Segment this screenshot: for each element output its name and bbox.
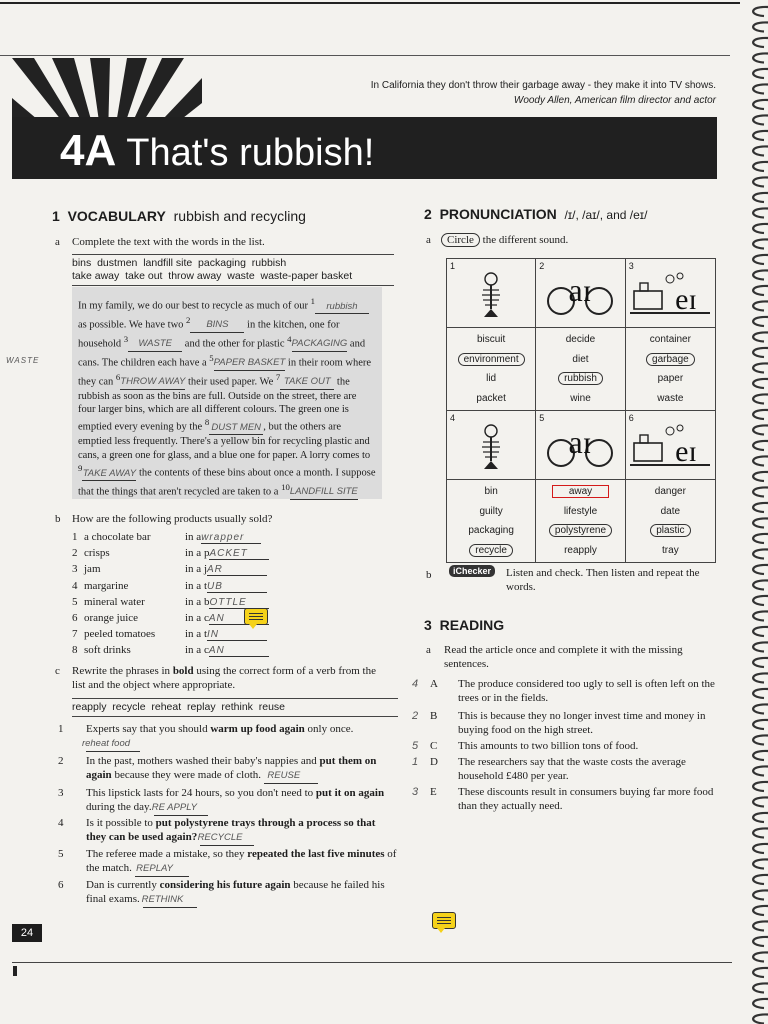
pron-word[interactable]: away bbox=[552, 485, 609, 498]
product-item: a chocolate bar bbox=[84, 531, 151, 543]
spiral-coil bbox=[753, 379, 768, 388]
spiral-coil bbox=[753, 69, 768, 78]
vocab-title: VOCABULARY bbox=[67, 208, 166, 224]
spiral-coil bbox=[753, 131, 768, 140]
spiral-coil bbox=[753, 937, 768, 946]
sentence-pre: This lipstick lasts for 24 hours, so you don't need to bbox=[86, 787, 314, 799]
product-answer[interactable]: IN bbox=[207, 629, 267, 641]
pron-word[interactable]: bin bbox=[484, 486, 498, 497]
container-prefix: in a p bbox=[185, 547, 210, 560]
vocab-b-instruction: How are the following products usually sold? bbox=[72, 513, 273, 525]
margin-note: WASTE bbox=[6, 356, 40, 365]
sentence-pre: Is it possible to bbox=[86, 817, 153, 829]
sentence-number: 3 bbox=[58, 787, 64, 799]
spiral-coil bbox=[753, 906, 768, 915]
sentence-text: The researchers say that the waste costs the average household £480 per year. bbox=[458, 756, 686, 782]
pron-word[interactable]: date bbox=[660, 505, 681, 517]
pron-subtitle: /ɪ/, /aɪ/, and /eɪ/ bbox=[564, 208, 648, 222]
sentence-pre: In the past, mothers washed their baby's nappies and bbox=[86, 755, 317, 767]
product-item: peeled tomatoes bbox=[84, 628, 156, 641]
spiral-coil bbox=[753, 766, 768, 775]
spiral-coil bbox=[753, 813, 768, 822]
spiral-coil bbox=[753, 596, 768, 605]
gap-number: 7 bbox=[275, 371, 281, 382]
product-container bbox=[185, 563, 267, 576]
pron-word[interactable]: wine bbox=[570, 392, 591, 404]
sound-picture-cell bbox=[447, 411, 536, 480]
pron-word[interactable]: decide bbox=[565, 334, 596, 345]
product-answer[interactable]: wrapper bbox=[201, 532, 261, 544]
text-part: and cans. The children each have a bbox=[78, 338, 366, 369]
spiral-coil bbox=[753, 394, 768, 403]
sentence-text: This amounts to two billion tons of food. bbox=[458, 740, 639, 752]
product-container bbox=[185, 628, 267, 641]
rewrite-sentence bbox=[58, 878, 398, 908]
gap-answer[interactable]: TAKE AWAY bbox=[82, 467, 136, 481]
container-prefix: in a t bbox=[185, 628, 207, 641]
product-item: crisps bbox=[84, 547, 110, 560]
spiral-coil bbox=[753, 332, 768, 341]
reading-number: 3 bbox=[424, 617, 432, 633]
sentence-post: only once. bbox=[307, 723, 354, 735]
vocab-b-label: b bbox=[55, 513, 61, 525]
pron-word[interactable]: rubbish bbox=[558, 372, 603, 385]
sentence-bold: put them on again bbox=[86, 755, 377, 781]
page-number: 24 bbox=[12, 924, 42, 942]
sentence-bold: warm up food again bbox=[210, 723, 305, 735]
product-container bbox=[185, 596, 269, 609]
sentence-letter: D bbox=[430, 756, 438, 768]
spiral-coil bbox=[753, 53, 768, 62]
sentence-answer[interactable]: RE APPLY bbox=[154, 801, 208, 816]
spiral-coil bbox=[753, 441, 768, 450]
spiral-coil bbox=[753, 1014, 768, 1023]
spiral-coil bbox=[753, 549, 768, 558]
spiral-coil bbox=[753, 162, 768, 171]
cell-number: 1 bbox=[450, 261, 456, 271]
spiral-coil bbox=[753, 534, 768, 543]
product-answer[interactable]: OTTLE bbox=[209, 597, 269, 609]
product-answer[interactable]: AN bbox=[209, 613, 269, 625]
product-item: jam bbox=[84, 563, 101, 576]
cell-number: 4 bbox=[450, 413, 456, 423]
vocab-a-label: a bbox=[55, 236, 60, 248]
sentence-pre: Experts say that you should bbox=[86, 723, 208, 735]
spiral-coil bbox=[753, 844, 768, 853]
fish-skeleton-icon bbox=[476, 271, 506, 317]
svg-text:eɪ: eɪ bbox=[675, 435, 698, 468]
pron-word[interactable]: packaging bbox=[468, 525, 514, 536]
product-number: 7 bbox=[72, 628, 78, 641]
text-part: the contents of these bins about once a month. I suppose that the things that aren't recycled are taken to a bbox=[78, 467, 376, 498]
product-answer[interactable]: UB bbox=[207, 581, 267, 593]
reading-a-label: a bbox=[426, 644, 431, 656]
spiral-coil bbox=[753, 348, 768, 357]
pron-word[interactable]: garbage bbox=[646, 353, 695, 366]
vocab-c-label: c bbox=[55, 665, 60, 677]
instr-part: Rewrite the phrases in bbox=[72, 665, 171, 677]
product-number: 8 bbox=[72, 644, 78, 657]
spiral-coil bbox=[753, 410, 768, 419]
pron-number: 2 bbox=[424, 206, 432, 222]
spiral-coil bbox=[753, 720, 768, 729]
spiral-coil bbox=[753, 999, 768, 1008]
spiral-coil bbox=[753, 301, 768, 310]
pron-word[interactable]: tray bbox=[662, 544, 679, 556]
missing-sentence: 3 E These discounts result in consumers buying far more food than they actually need. bbox=[412, 786, 714, 812]
vocab-number: 1 bbox=[52, 208, 60, 224]
product-row bbox=[72, 596, 402, 612]
sound-picture-cell bbox=[447, 259, 536, 328]
sound-picture-cell bbox=[625, 411, 715, 480]
word-list-cell bbox=[625, 480, 715, 563]
vocab-a-instruction: Complete the text with the words in the list. bbox=[72, 236, 265, 248]
sentence-answer[interactable]: REUSE bbox=[264, 769, 318, 784]
spiral-coil bbox=[753, 518, 768, 527]
container-prefix: in a c bbox=[185, 612, 209, 624]
c-wordlist bbox=[72, 698, 398, 717]
reading-a-instruction: Read the article once and complete it with the missing sentences. bbox=[444, 644, 683, 670]
spiral-coil bbox=[753, 208, 768, 217]
product-row bbox=[72, 547, 402, 563]
header-rule bbox=[0, 55, 730, 56]
product-number: 5 bbox=[72, 595, 78, 608]
spiral-coil bbox=[753, 7, 768, 16]
lesson-number: 4A bbox=[60, 126, 117, 175]
pron-word[interactable]: danger bbox=[654, 486, 686, 497]
spiral-coil bbox=[753, 193, 768, 202]
cell-number: 5 bbox=[539, 413, 545, 423]
cell-number: 2 bbox=[539, 261, 545, 271]
spiral-coil bbox=[753, 968, 768, 977]
sentence-answer[interactable]: RECYCLE bbox=[200, 831, 254, 846]
spiral-coil bbox=[753, 704, 768, 713]
spiral-coil bbox=[753, 456, 768, 465]
ichecker-badge[interactable]: iChecker bbox=[449, 565, 495, 577]
container-prefix: in a b bbox=[185, 595, 210, 608]
sentence-letter: A bbox=[430, 678, 438, 690]
text-part: the rubbish as soon as the bins are full. Outside on the street, there are four larger bins, which are all different colours. The green one is emptied every evening by the bbox=[78, 376, 357, 433]
missing-sentence: 2 B This is because they no longer invest time and money in buying food on the high street. bbox=[412, 710, 706, 736]
missing-sentence: 4 A The produce considered too ugly to sell is often left on the trees or in the fields. bbox=[412, 678, 715, 704]
pron-word[interactable]: paper bbox=[657, 373, 684, 384]
spiral-coil bbox=[753, 611, 768, 620]
spiral-coil bbox=[753, 642, 768, 651]
cell-number: 3 bbox=[628, 261, 634, 271]
footer-rule bbox=[12, 962, 732, 963]
product-row bbox=[72, 644, 402, 660]
sentence-bold: repeated the last five minutes bbox=[247, 848, 385, 860]
spiral-coil bbox=[753, 658, 768, 667]
circle-word: Circle bbox=[441, 233, 480, 247]
spiral-coil bbox=[753, 472, 768, 481]
comment-note-icon[interactable] bbox=[432, 912, 456, 929]
spiral-coil bbox=[753, 100, 768, 109]
gap-answer[interactable]: PAPER BASKET bbox=[214, 356, 286, 370]
gap-answer[interactable]: WASTE bbox=[128, 337, 182, 351]
product-container bbox=[185, 531, 261, 544]
spiral-coil bbox=[753, 735, 768, 744]
gap-answer[interactable]: LANDFILL SITE bbox=[290, 485, 358, 499]
gap-answer[interactable]: rubbish bbox=[315, 300, 369, 314]
spiral-coil bbox=[753, 286, 768, 295]
bicycle-icon bbox=[545, 271, 615, 317]
pron-title: PRONUNCIATION bbox=[439, 206, 557, 222]
gap-number: 4 bbox=[287, 333, 292, 344]
gap-number: 6 bbox=[115, 371, 121, 382]
container-prefix: in a c bbox=[185, 644, 209, 657]
spiral-coil bbox=[753, 84, 768, 93]
spiral-coil bbox=[753, 921, 768, 930]
gap-number: 3 bbox=[123, 333, 129, 344]
rewrite-sentence bbox=[58, 847, 398, 877]
text-part: and the other for plastic bbox=[184, 338, 285, 350]
rewrite-sentence bbox=[58, 786, 398, 816]
pron-word[interactable]: container bbox=[649, 334, 691, 345]
product-row bbox=[72, 628, 402, 644]
gap-number: 10 bbox=[281, 481, 290, 492]
spiral-coil bbox=[753, 828, 768, 837]
spiral-coil bbox=[753, 689, 768, 698]
product-container bbox=[185, 547, 269, 560]
container-prefix: in a j bbox=[185, 563, 207, 576]
spiral-coil bbox=[753, 255, 768, 264]
container-prefix: in a t bbox=[185, 579, 207, 592]
pron-a-label: a bbox=[426, 234, 431, 246]
spiral-coil bbox=[753, 627, 768, 636]
sentence-number: 6 bbox=[58, 879, 64, 891]
product-answer[interactable]: AR bbox=[207, 564, 267, 576]
fish-skeleton-icon bbox=[476, 423, 506, 469]
sentence-post: because he failed his final exams. bbox=[86, 879, 385, 905]
gap-answer[interactable]: BINS bbox=[190, 318, 244, 332]
product-row bbox=[72, 563, 402, 579]
sentence-number: 4 bbox=[58, 817, 64, 829]
wordlist-line-1: bins dustmen landfill site packaging rubbish bbox=[72, 257, 287, 269]
spiral-coil bbox=[753, 983, 768, 992]
spiral-coil bbox=[753, 487, 768, 496]
product-answer[interactable]: ACKET bbox=[209, 548, 269, 560]
product-item: margarine bbox=[84, 579, 129, 592]
pron-b-instruction: Listen and check. Then listen and repeat the words. bbox=[506, 567, 700, 593]
sound-picture-cell bbox=[536, 259, 625, 328]
comment-note-icon[interactable] bbox=[244, 608, 268, 625]
pron-word[interactable]: plastic bbox=[650, 524, 690, 537]
sentence-bold: considering his future again bbox=[159, 879, 291, 891]
pronunciation-table bbox=[446, 258, 716, 563]
product-number: 6 bbox=[72, 612, 78, 624]
cell-number: 6 bbox=[628, 413, 634, 423]
text-part: In my family, we do our best to recycle as much of our bbox=[78, 300, 308, 312]
spiral-binding bbox=[742, 0, 768, 1024]
sentence-number: 1 bbox=[58, 723, 64, 735]
spiral-coil bbox=[753, 503, 768, 512]
spiral-coil bbox=[753, 673, 768, 682]
spiral-coil bbox=[753, 565, 768, 574]
top-edge-line bbox=[0, 2, 740, 4]
quote-author: Woody Allen, American film director and actor bbox=[513, 95, 716, 106]
reading-title: READING bbox=[439, 617, 505, 633]
sentence-post: because they were made of cloth. bbox=[114, 769, 262, 781]
sentence-text: The produce considered too ugly to sell is often left on the trees or in the fields. bbox=[458, 678, 715, 704]
word-list-cell bbox=[536, 328, 625, 411]
container-prefix: in a bbox=[185, 531, 202, 543]
sentence-answer[interactable]: reheat food bbox=[86, 737, 140, 752]
vocab-wordlist bbox=[72, 254, 394, 286]
pron-word[interactable]: waste bbox=[657, 392, 684, 404]
gap-number: 9 bbox=[78, 463, 83, 474]
sentence-post: of the match. bbox=[86, 848, 397, 874]
sentence-number: 2 bbox=[58, 755, 64, 767]
lesson-title bbox=[60, 126, 374, 176]
word-list-cell bbox=[447, 328, 536, 411]
sentence-pre: Dan is currently bbox=[86, 879, 157, 891]
sentence-text: This is because they no longer invest time and money in buying food on the high street. bbox=[458, 710, 706, 736]
spiral-coil bbox=[753, 38, 768, 47]
product-answer[interactable]: AN bbox=[209, 645, 269, 657]
spiral-coil bbox=[753, 751, 768, 760]
product-item: mineral water bbox=[84, 595, 145, 608]
spiral-coil bbox=[753, 580, 768, 589]
vocab-subtitle: rubbish and recycling bbox=[173, 208, 306, 224]
sentence-bold: put polystyrene trays through a process so that they can be used again? bbox=[86, 817, 376, 843]
svg-text:aɪ: aɪ bbox=[568, 424, 593, 460]
svg-text:eɪ: eɪ bbox=[675, 283, 698, 316]
lesson-title-text: That's rubbish! bbox=[126, 132, 375, 174]
gap-number: 2 bbox=[186, 314, 191, 325]
missing-sentence: 1 D The researchers say that the waste costs the average household £480 per year. bbox=[412, 756, 686, 782]
spiral-coil bbox=[753, 363, 768, 372]
product-item: orange juice bbox=[84, 612, 139, 624]
pron-word[interactable]: environment bbox=[458, 353, 525, 366]
train-icon bbox=[630, 423, 710, 469]
product-item: soft drinks bbox=[84, 644, 131, 657]
gap-answer[interactable]: TAKE OUT bbox=[280, 375, 334, 389]
gap-number: 5 bbox=[209, 352, 214, 363]
rewrite-sentence bbox=[58, 816, 398, 846]
rewrite-sentence bbox=[58, 722, 398, 752]
rewrite-sentence bbox=[58, 754, 398, 784]
word-list-cell bbox=[536, 480, 625, 563]
pron-word[interactable]: polystyrene bbox=[549, 524, 612, 537]
product-row bbox=[72, 531, 402, 547]
product-row bbox=[72, 612, 402, 628]
gap-answer[interactable]: DUST MEN bbox=[209, 421, 263, 435]
product-number: 4 bbox=[72, 579, 78, 592]
sentence-letter: E bbox=[430, 786, 437, 798]
pron-b-label: b bbox=[426, 569, 432, 581]
instr-part: using the correct form of a verb from the list and the object where appropriate. bbox=[72, 665, 376, 691]
gap-answer[interactable]: THROW AWAY bbox=[120, 375, 185, 389]
pron-word[interactable]: packet bbox=[476, 392, 506, 404]
spiral-coil bbox=[753, 177, 768, 186]
pron-word[interactable]: guilty bbox=[479, 505, 503, 517]
reading-heading bbox=[424, 617, 504, 633]
c-wordlist-line: reapply recycle reheat replay rethink reuse bbox=[72, 701, 286, 713]
spiral-coil bbox=[753, 425, 768, 434]
spiral-coil bbox=[753, 890, 768, 899]
vocab-text-box bbox=[72, 287, 382, 499]
quote-text: In California they don't throw their garbage away - they make it into TV shows. bbox=[370, 80, 716, 91]
sentence-pre: The referee made a mistake, so they bbox=[86, 848, 245, 860]
text-part: in the kitchen, one for household bbox=[78, 319, 340, 350]
sound-picture-cell bbox=[536, 411, 625, 480]
train-icon bbox=[630, 271, 710, 317]
gap-number: 1 bbox=[310, 296, 315, 306]
vocab-heading bbox=[52, 208, 306, 224]
pron-word[interactable]: diet bbox=[572, 353, 589, 365]
product-container bbox=[185, 580, 267, 593]
text-part: in their room where they can bbox=[78, 357, 372, 388]
sentence-number: 5 bbox=[58, 848, 64, 860]
spiral-coil bbox=[753, 115, 768, 124]
sentence-answer[interactable]: RETHINK bbox=[143, 893, 197, 908]
spiral-coil bbox=[753, 859, 768, 868]
pron-heading bbox=[424, 206, 647, 222]
spiral-coil bbox=[753, 146, 768, 155]
bicycle-icon bbox=[545, 423, 615, 469]
spiral-coil bbox=[753, 875, 768, 884]
missing-sentence: 5 C This amounts to two billion tons of food. bbox=[412, 740, 639, 752]
pron-word[interactable]: lifestyle bbox=[563, 505, 598, 517]
text-part: as possible. We have two bbox=[78, 319, 184, 331]
sentence-bold: put it on again bbox=[315, 787, 385, 799]
product-number: 3 bbox=[72, 563, 78, 576]
word-list-cell bbox=[625, 328, 715, 411]
spiral-coil bbox=[753, 782, 768, 791]
pron-word[interactable]: reapply bbox=[564, 544, 597, 556]
spiral-coil bbox=[753, 797, 768, 806]
sentence-letter: B bbox=[430, 710, 438, 722]
product-container bbox=[185, 644, 269, 657]
svg-text:aɪ: aɪ bbox=[568, 272, 593, 308]
spiral-coil bbox=[753, 952, 768, 961]
spiral-coil bbox=[753, 224, 768, 233]
pron-a-instruction bbox=[441, 233, 568, 247]
pron-word[interactable]: biscuit bbox=[476, 334, 506, 345]
sound-picture-cell bbox=[625, 259, 715, 328]
pron-word[interactable]: lid bbox=[486, 373, 497, 384]
sentence-text: These discounts result in consumers buying far more food than they actually need. bbox=[458, 786, 714, 812]
gap-number: 8 bbox=[204, 417, 210, 428]
sentence-letter: C bbox=[430, 740, 438, 752]
sentence-answer[interactable]: REPLAY bbox=[135, 862, 189, 877]
wordlist-line-2: take away take out throw away waste waste-paper basket bbox=[72, 270, 353, 282]
vocab-c-instruction bbox=[72, 664, 392, 692]
spiral-coil bbox=[753, 22, 768, 31]
instr-bold: bold bbox=[172, 665, 194, 677]
text-part: their used paper. We bbox=[188, 376, 274, 388]
word-list-cell bbox=[447, 480, 536, 563]
product-number: 2 bbox=[72, 547, 78, 560]
pron-instr-text: the different sound. bbox=[482, 234, 569, 246]
corner-mark bbox=[13, 966, 17, 976]
text-part: , but the others are emptied less frequently. There's a yellow bin for recycling plastic and cans, a green one for glass, and a blue one for paper. A lorry comes to bbox=[78, 421, 371, 461]
spiral-coil bbox=[753, 239, 768, 248]
spiral-coil bbox=[753, 270, 768, 279]
spiral-coil bbox=[753, 317, 768, 326]
pron-word[interactable]: recycle bbox=[469, 544, 513, 557]
product-number: 1 bbox=[72, 531, 78, 543]
sentence-post: during the day. bbox=[86, 801, 152, 813]
gap-answer[interactable]: PACKAGING bbox=[292, 337, 348, 351]
product-row bbox=[72, 580, 402, 596]
